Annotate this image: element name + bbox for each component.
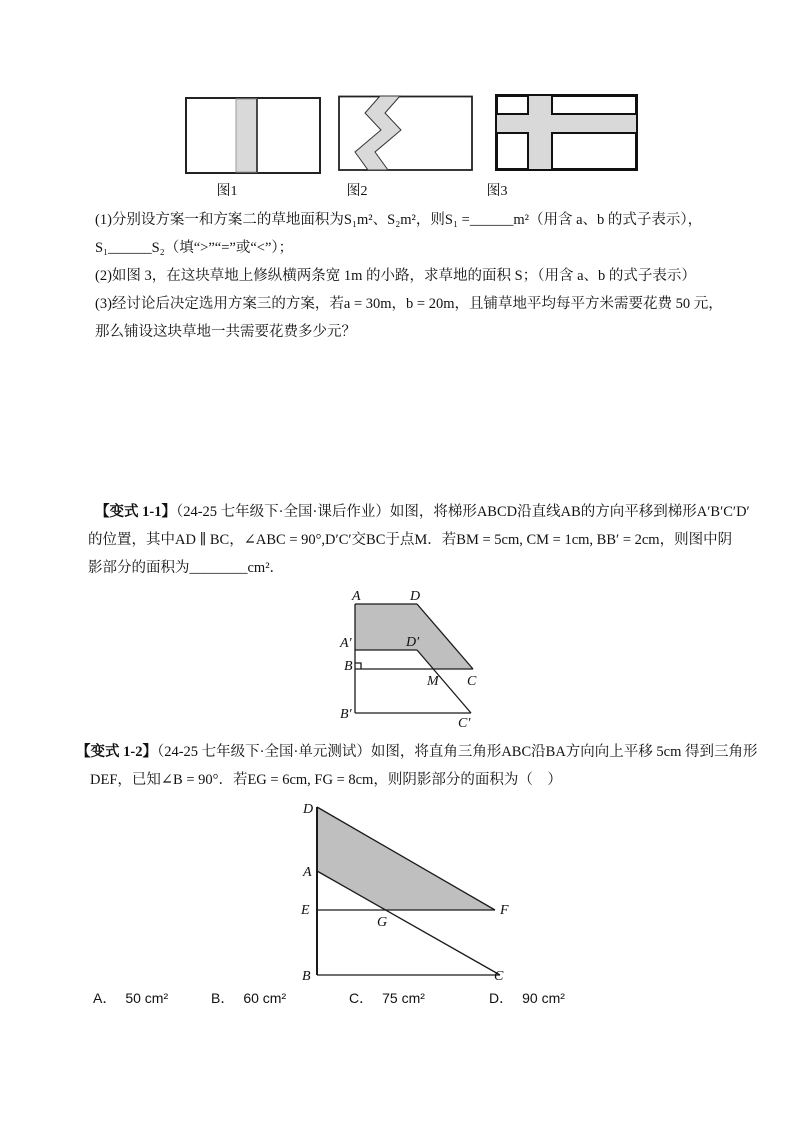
option-a <box>93 988 168 1008</box>
variation1-tag: 【变式 1-1】 <box>95 504 176 520</box>
option-b-value: 60 cm² <box>243 990 287 1006</box>
figure2-caption: 图2 <box>346 184 368 199</box>
option-b-label: B． <box>211 990 235 1006</box>
variation2-line-1-rest: （24-25 七年级下·全国·单元测试）如图，将直角三角形ABC沿BA方向向上平移 5cm 得到三角形 <box>156 744 758 760</box>
option-c <box>349 988 425 1008</box>
vertex-label-b: B <box>302 969 311 984</box>
problem1-line-4: (3)经讨论后决定选用方案三的方案，若a = 30m，b = 20m，且铺草地平均每平方米需要花费 50 元， <box>95 296 723 312</box>
vertex-label-d-prime: D′ <box>406 635 420 650</box>
vertex-label-b: B <box>344 659 353 674</box>
vertex-label-e: E <box>301 903 310 918</box>
variation2-text <box>76 738 758 794</box>
problem1-text <box>95 206 723 346</box>
vertex-label-a-prime: A′ <box>340 636 352 651</box>
vertex-label-f: F <box>500 903 509 918</box>
variation1-text <box>88 498 750 582</box>
figure2-lawn-plan <box>338 95 474 172</box>
option-d <box>489 988 565 1008</box>
option-a-label: A． <box>93 990 117 1006</box>
vertex-label-a: A <box>352 589 361 604</box>
vertex-label-c-prime: C′ <box>458 716 471 731</box>
variation1-line-2: 的位置，其中AD ∥ BC，∠ABC = 90°,D′C′交BC于点M．若BM = 5cm, CM = 1cm, BB′ = 2cm，则图中阴 <box>88 532 733 548</box>
right-angle-mark <box>355 663 361 669</box>
vertex-label-c: C <box>494 969 504 984</box>
vertex-label-d: D <box>303 802 314 817</box>
vertex-label-g: G <box>377 915 388 930</box>
option-b <box>211 988 286 1008</box>
problem1-line-1: (1)分别设方案一和方案二的草地面积为S₁m²、S₂m²，则S₁ =______m²（用含 a、b 的式子表示）， <box>95 212 703 228</box>
variation2-line-1 <box>76 738 758 766</box>
option-d-label: D． <box>489 990 514 1006</box>
problem1-line-2: S₁______S₂（填“>”“=”或“<”）； <box>95 240 294 256</box>
variation1-line-1 <box>95 498 750 526</box>
vertex-label-a: A <box>303 865 312 880</box>
variation1-line-3: 影部分的面积为________cm²． <box>88 560 285 576</box>
problem1-line-3: (2)如图 3，在这块草地上修纵横两条宽 1m 的小路，求草地的面积 S；（用含 a、b 的式子表示） <box>95 268 696 284</box>
option-d-value: 90 cm² <box>522 990 565 1006</box>
vertex-label-b-prime: B′ <box>340 707 352 722</box>
figure1-lawn-plan <box>185 96 322 175</box>
option-c-value: 75 cm² <box>382 990 425 1006</box>
problem1-line-5: 那么铺设这块草地一共需要花费多少元？ <box>95 324 356 340</box>
vertex-label-m: M <box>427 674 439 689</box>
variation1-line-1-rest: （24-25 七年级下·全国·课后作业）如图，将梯形ABCD沿直线AB的方向平移到梯形A′B′C′D′ <box>175 504 750 520</box>
figure1-caption: 图1 <box>216 184 238 199</box>
variation2-line-2: DEF，已知∠B = 90°．若EG = 6cm, FG = 8cm，则阴影部分的面积为（ ） <box>90 772 562 788</box>
option-a-value: 50 cm² <box>125 990 169 1006</box>
vertex-label-c: C <box>467 674 477 689</box>
variation2-tag: 【变式 1-2】 <box>76 744 157 760</box>
figure3-caption: 图3 <box>486 184 508 199</box>
answer-options-row <box>0 988 793 1012</box>
figure3-lawn-plan <box>495 94 639 172</box>
triangle-figure <box>293 796 521 988</box>
option-c-label: C． <box>349 990 374 1006</box>
figure1-road-strip <box>236 99 257 172</box>
vertex-label-d: D <box>410 589 421 604</box>
trapezoid-figure <box>340 585 492 735</box>
